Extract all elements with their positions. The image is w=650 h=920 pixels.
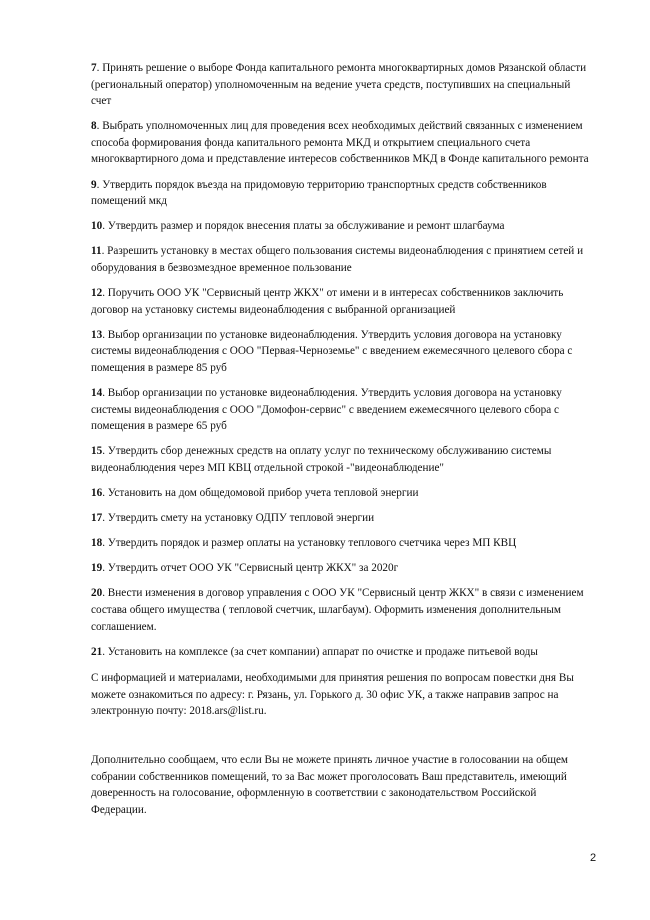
- agenda-list: [91, 60, 591, 669]
- agenda-item-text: . Выбрать уполномоченных лиц для проведения всех необходимых действий связанных с изменением способа формирования фонда капитального ремонта МКД и открытием специального счета многоквартирного дома и представление интересов собственников МКД в Фонде капитального ремонта: [91, 120, 589, 166]
- agenda-item-text: . Выбор организации по установке видеонаблюдения. Утвердить условия договора на установку системы видеонаблюдения с ООО "Домофон-сервис" с введением ежемесячного целевого сбора с помещения в размере 65 руб: [91, 387, 562, 433]
- agenda-item-number: 10: [91, 220, 103, 233]
- agenda-item-number: 14: [91, 387, 103, 399]
- info-paragraph: С информацией и материалами, необходимыми для принятия решения по вопросам повестки дня Вы можете ознакомиться по адресу: г. Рязань, ул. Горького д. 30 офис УК, а также направив запрос на электронную почту: 2018.ars@list.ru.: [91, 672, 574, 718]
- agenda-item-text: . Утвердить порядок въезда на придомовую территорию транспортных средств собственников помещений мкд: [91, 178, 547, 208]
- agenda-item-12: [91, 285, 591, 318]
- agenda-item-number: 13: [91, 328, 103, 341]
- agenda-item-number: 17: [91, 512, 103, 525]
- agenda-item-number: 16: [91, 486, 103, 499]
- agenda-item-number: 12: [91, 287, 103, 300]
- agenda-item-text: . Установить на комплексе (за счет компании) аппарат по очистке и продаже питьевой воды: [102, 645, 538, 658]
- agenda-item-7: [91, 60, 591, 110]
- agenda-item-18: [91, 535, 591, 552]
- agenda-item-number: 19: [91, 562, 103, 575]
- agenda-item-21: [91, 644, 591, 661]
- agenda-item-text: . Утвердить сбор денежных средств на оплату услуг по техническому обслуживанию системы видеонаблюдения через МП КВЦ отдельной строкой -"видеонаблюдение": [91, 445, 552, 474]
- agenda-item-text: . Разрешить установку в местах общего пользования системы видеонаблюдения с принятием сетей и оборудования в безвозмездное временное пользование: [91, 245, 584, 274]
- agenda-item-14: [91, 385, 591, 435]
- agenda-item-11: [91, 243, 591, 276]
- agenda-item-13: [91, 327, 591, 377]
- agenda-item-text: . Утвердить смету на установку ОДПУ тепловой энергии: [102, 512, 375, 525]
- agenda-item-15: [91, 443, 591, 476]
- agenda-item-text: . Утвердить размер и порядок внесения платы за обслуживание и ремонт шлагбаума: [102, 220, 505, 233]
- agenda-item-20: [91, 585, 591, 635]
- agenda-item-8: [91, 118, 591, 168]
- agenda-item-19: [91, 560, 591, 577]
- proxy-paragraph: Дополнительно сообщаем, что если Вы не можете принять личное участие в голосовании на общем собрании собственников помещений, то за Вас может проголосовать Ваш представитель, имеющий доверенность на голосование, оформленную в соответствии с законодательством Российской Федерации.: [91, 754, 569, 816]
- agenda-item-number: 8: [91, 120, 97, 133]
- agenda-item-text: . Утвердить порядок и размер оплаты на установку теплового счетчика через МП КВЦ: [102, 537, 517, 550]
- agenda-item-number: 11: [91, 245, 102, 258]
- agenda-item-17: [91, 510, 591, 527]
- agenda-item-number: 20: [91, 587, 103, 600]
- agenda-item-text: . Поручить ООО УК "Сервисный центр ЖКХ" от имени и в интересах собственников заключить договор на установку системы видеонаблюдения с выбранной организацией: [91, 287, 564, 316]
- agenda-item-number: 7: [91, 62, 97, 74]
- agenda-item-16: [91, 485, 591, 502]
- agenda-item-text: . Внести изменения в договор управления с ООО УК "Сервисный центр ЖКХ" в связи с изменением состава общего имущества ( тепловой счетчик, шлагбаум). Оформить изменения дополнительным соглашением.: [91, 587, 584, 633]
- agenda-item-number: 18: [91, 537, 103, 550]
- agenda-item-text: . Утвердить отчет ООО УК "Сервисный центр ЖКХ" за 2020г: [102, 562, 399, 575]
- agenda-item-number: 15: [91, 445, 103, 458]
- agenda-item-10: [91, 218, 591, 235]
- agenda-item-text: . Принять решение о выборе Фонда капитального ремонта многоквартирных домов Рязанской области (региональный оператор) уполномоченным на ведение учета средств, поступивших на специальный счет: [91, 62, 587, 108]
- agenda-item-number: 21: [91, 645, 103, 658]
- agenda-item-text: . Установить на дом общедомовой прибор учета тепловой энергии: [102, 486, 419, 499]
- agenda-item-9: [91, 177, 591, 210]
- page-number: 2: [590, 852, 597, 864]
- agenda-item-text: . Выбор организации по установке видеонаблюдения. Утвердить условия договора на установку системы видеонаблюдения с ООО "Первая-Черноземье" с введением ежемесячного целевого сбора с помещения в размере 85 руб: [91, 328, 573, 374]
- agenda-item-number: 9: [91, 178, 97, 191]
